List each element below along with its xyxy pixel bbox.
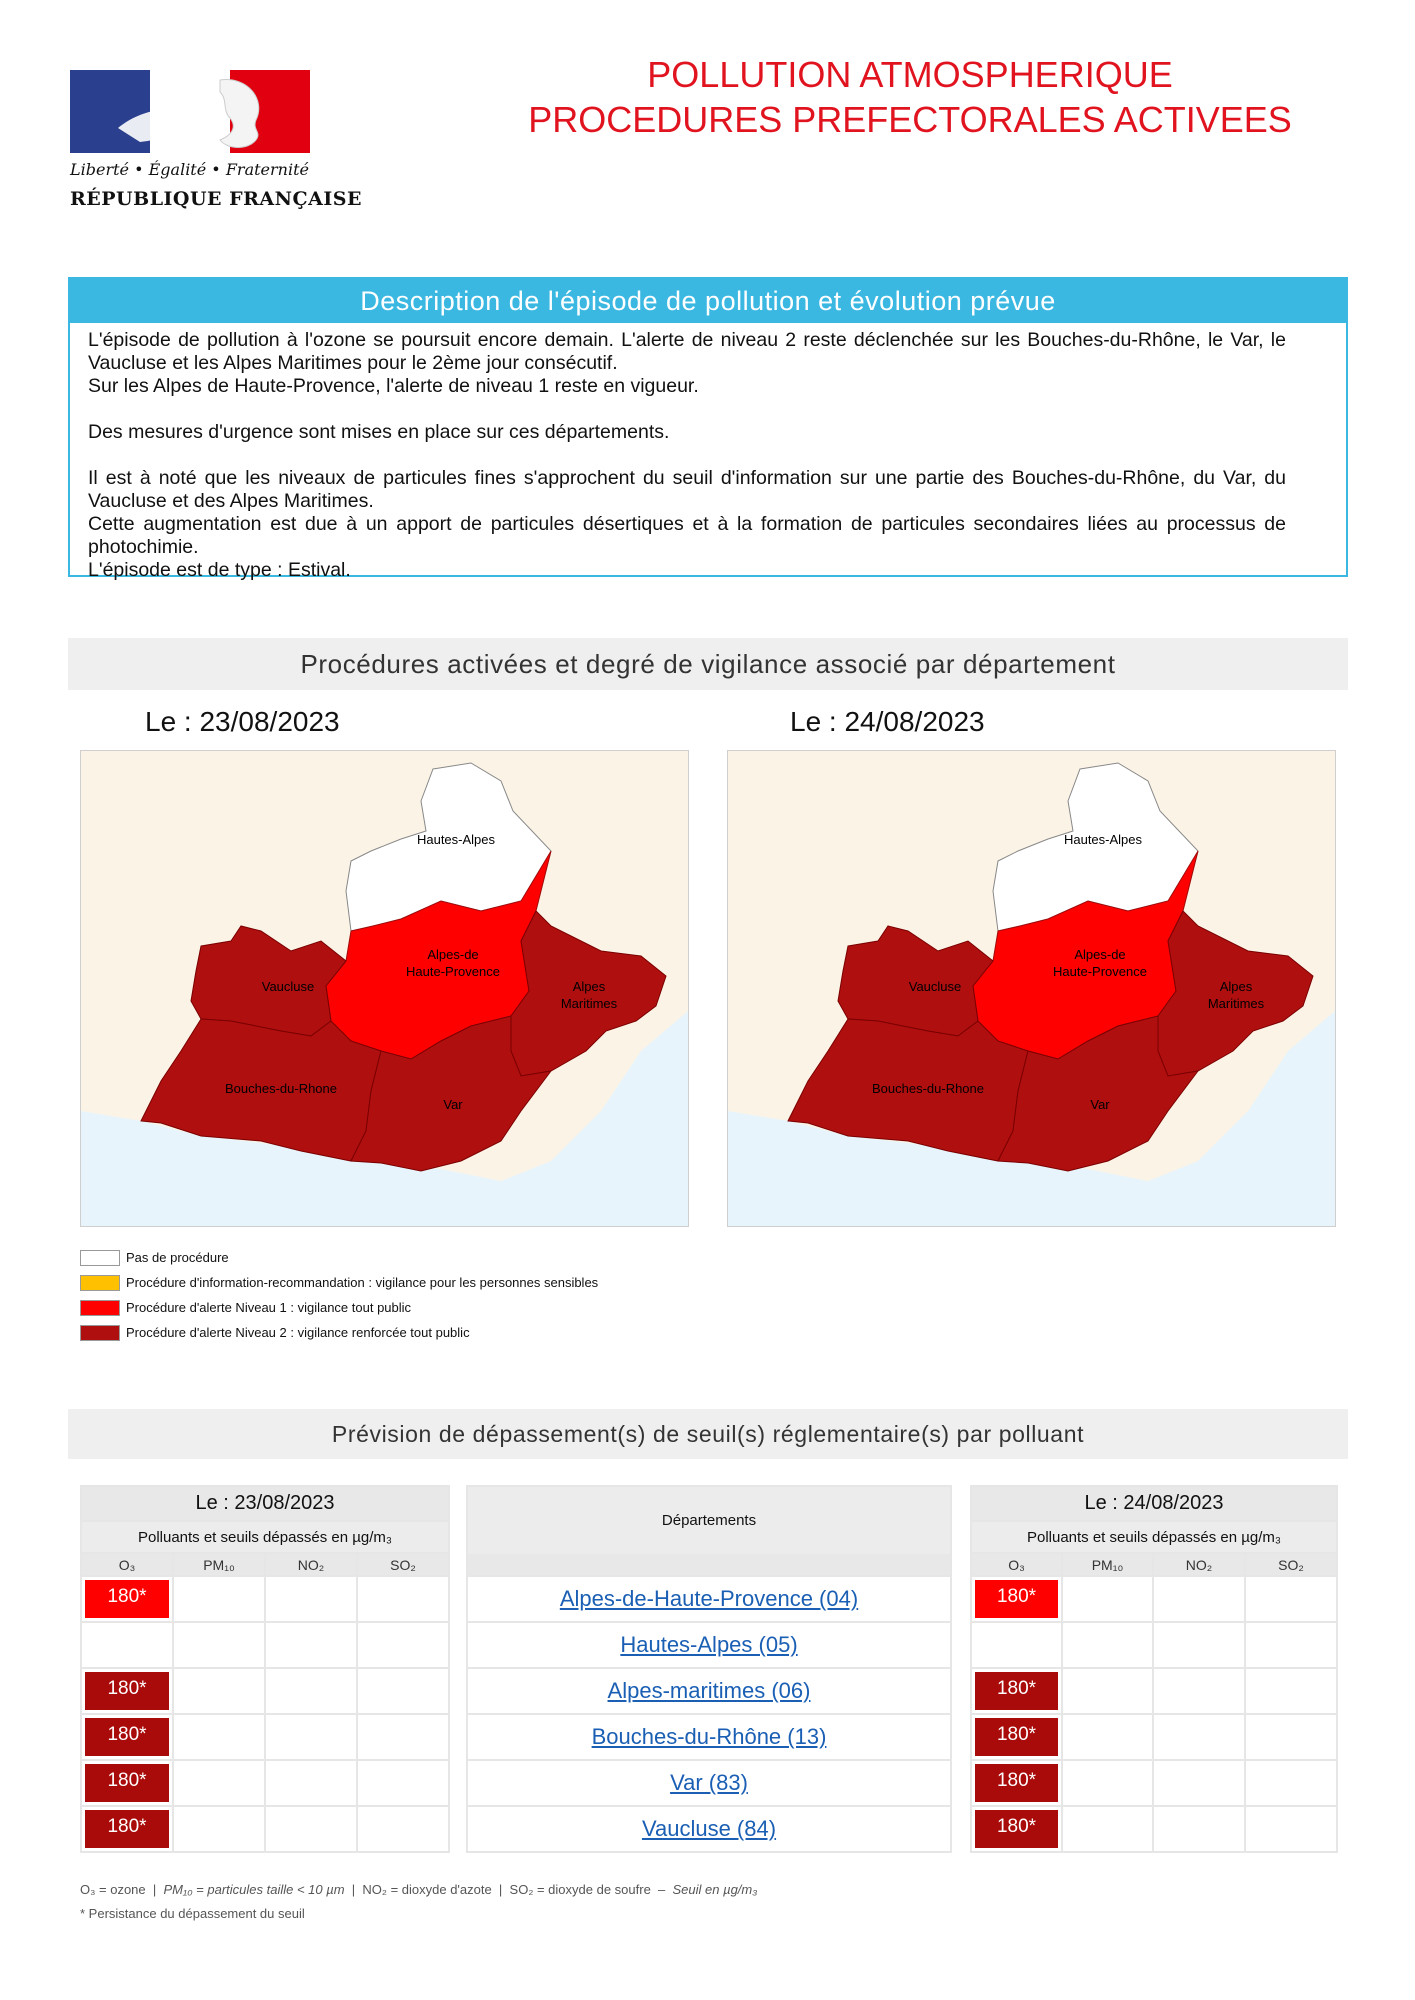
vigilance-map-day2 <box>727 750 1336 1227</box>
map-date-2: Le : 24/08/2023 <box>790 706 985 737</box>
description-paragraph: Il est à noté que les niveaux de particules fines s'approchent du seuil d'information sur une partie des Bouches-du-Rhône, du Var, du Vaucluse et des Alpes Maritimes. <box>88 467 1286 512</box>
table-row <box>81 1668 449 1714</box>
table-row <box>81 1622 449 1668</box>
table-row <box>971 1806 1337 1852</box>
motto: Liberté • Égalité • Fraternité <box>70 160 309 179</box>
label-vaucluse: Vaucluse <box>261 979 315 994</box>
col-no2: NO₂ <box>265 1553 357 1576</box>
label-ahp-2: Haute-Provence <box>1053 964 1147 979</box>
value-cell: 180* <box>85 1672 169 1710</box>
note-pm10: PM₁₀ = particules taille < 10 µm <box>163 1882 345 1897</box>
label-bouches-du-rhone: Bouches-du-Rhone <box>224 1081 338 1096</box>
note-so2: SO₂ = dioxyde de soufre <box>509 1882 651 1897</box>
description-paragraph: L'épisode est de type : Estival. <box>88 559 351 581</box>
table-row <box>467 1760 951 1806</box>
label-am-1: Alpes <box>1219 979 1253 994</box>
table-row <box>971 1760 1337 1806</box>
label-ahp-2: Haute-Provence <box>406 964 500 979</box>
republique-francaise-logo <box>70 70 362 220</box>
col-so2: SO₂ <box>357 1553 449 1576</box>
title-line-2: PROCEDURES PREFECTORALES ACTIVEES <box>528 99 1292 140</box>
description-paragraph: Des mesures d'urgence sont mises en place sur ces départements. <box>88 421 670 443</box>
legend-label: Procédure d'alerte Niveau 1 : vigilance tout public <box>126 1300 412 1315</box>
pollutant-table-day1 <box>80 1485 450 1853</box>
legend-label: Procédure d'information-recommandation : vigilance pour les personnes sensibles <box>126 1275 599 1290</box>
description-paragraph: Cette augmentation est due à un apport de particules désertiques et à la formation de particules secondaires liées au processus de photochimie. <box>88 513 1286 558</box>
vigilance-map-day1 <box>80 750 689 1227</box>
table-row <box>971 1576 1337 1622</box>
label-var: Var <box>443 1097 463 1112</box>
department-link[interactable]: Hautes-Alpes (05) <box>620 1632 798 1657</box>
col-no2: NO₂ <box>1153 1553 1245 1576</box>
description-text <box>70 323 1346 582</box>
value-cell: 180* <box>85 1810 169 1848</box>
label-ahp-1: Alpes-de <box>427 947 479 962</box>
label-am-2: Maritimes <box>1207 996 1265 1011</box>
note-no2: NO₂ = dioxyde d'azote <box>362 1882 492 1897</box>
marianne-flag-logo <box>70 70 310 153</box>
table-row <box>467 1576 951 1622</box>
republique-francaise: RÉPUBLIQUE FRANÇAISE <box>70 188 362 210</box>
col-o3: O₃ <box>971 1553 1062 1576</box>
page-title <box>470 52 1350 142</box>
col-pm10: PM₁₀ <box>1062 1553 1153 1576</box>
legend-swatch <box>80 1325 120 1341</box>
label-am-2: Maritimes <box>560 996 618 1011</box>
table-row <box>467 1714 951 1760</box>
forecast-heading: Prévision de dépassement(s) de seuil(s) réglementaire(s) par polluant <box>68 1409 1348 1459</box>
note-persistence: * Persistance du dépassement du seuil <box>80 1906 305 1921</box>
department-link[interactable]: Alpes-de-Haute-Provence (04) <box>559 1586 859 1611</box>
map-date-1: Le : 23/08/2023 <box>145 706 340 737</box>
legend-swatch <box>80 1275 120 1291</box>
label-hautes-alpes: Hautes-Alpes <box>1063 832 1143 847</box>
legend-swatch <box>80 1300 120 1316</box>
label-ahp-1: Alpes-de <box>1074 947 1126 962</box>
legend-info <box>80 1270 598 1295</box>
abbreviations-line: O₃ = ozone | PM₁₀ = particules taille < 10 µm | NO₂ = dioxyde d'azote | SO₂ = dioxyde de soufre – Seuil en µg/m₃ <box>80 1882 758 1897</box>
department-link[interactable]: Vaucluse (84) <box>641 1816 777 1841</box>
map-legend <box>80 1245 598 1345</box>
note-o3: O₃ = ozone <box>80 1882 146 1897</box>
label-am-1: Alpes <box>572 979 606 994</box>
table-row <box>971 1622 1337 1668</box>
value-cell: 180* <box>85 1764 169 1802</box>
value-cell: 180* <box>975 1764 1058 1802</box>
procedures-heading: Procédures activées et degré de vigilance associé par département <box>68 638 1348 690</box>
table-row <box>467 1806 951 1852</box>
table-row <box>971 1668 1337 1714</box>
title-line-1: POLLUTION ATMOSPHERIQUE <box>647 54 1173 95</box>
description-heading: Description de l'épisode de pollution et évolution prévue <box>70 279 1346 323</box>
departments-header: Départements <box>467 1486 951 1554</box>
pollutant-table-day2 <box>970 1485 1338 1853</box>
legend-level2 <box>80 1320 598 1345</box>
col-o3: O₃ <box>81 1553 173 1576</box>
value-cell: 180* <box>975 1580 1058 1618</box>
department-link[interactable]: Alpes-maritimes (06) <box>607 1678 811 1703</box>
departments-table <box>466 1485 952 1853</box>
description-paragraph: Sur les Alpes de Haute-Provence, l'alerte de niveau 1 reste en vigueur. <box>88 375 699 397</box>
value-cell: 180* <box>975 1718 1058 1756</box>
label-vaucluse: Vaucluse <box>908 979 962 994</box>
legend-none <box>80 1245 598 1270</box>
description-paragraph: L'épisode de pollution à l'ozone se poursuit encore demain. L'alerte de niveau 2 reste déclenchée sur les Bouches-du-Rhône, le Var, le Vaucluse et les Alpes Maritimes pour le 2ème jour consécutif. <box>88 329 1286 374</box>
table-row <box>81 1576 449 1622</box>
label-var: Var <box>1090 1097 1110 1112</box>
label-hautes-alpes: Hautes-Alpes <box>416 832 496 847</box>
note-seuil: Seuil en µg/m₃ <box>672 1882 758 1897</box>
table-row <box>467 1622 951 1668</box>
table-row <box>81 1806 449 1852</box>
legend-level1 <box>80 1295 598 1320</box>
label-bouches-du-rhone: Bouches-du-Rhone <box>871 1081 985 1096</box>
legend-label: Pas de procédure <box>126 1250 229 1265</box>
value-cell: 180* <box>975 1672 1058 1710</box>
table-subheader: Polluants et seuils dépassés en µg/m₃ <box>81 1521 449 1553</box>
table-date: Le : 24/08/2023 <box>971 1486 1337 1521</box>
table-row <box>467 1668 951 1714</box>
table-subheader: Polluants et seuils dépassés en µg/m₃ <box>971 1521 1337 1553</box>
table-row <box>81 1714 449 1760</box>
table-date: Le : 23/08/2023 <box>81 1486 449 1521</box>
footnotes <box>80 1878 757 1926</box>
value-cell: 180* <box>85 1580 169 1618</box>
description-box <box>68 277 1348 581</box>
department-link[interactable]: Var (83) <box>670 1770 748 1795</box>
table-row <box>81 1760 449 1806</box>
value-cell: 180* <box>975 1810 1058 1848</box>
department-link[interactable]: Bouches-du-Rhône (13) <box>591 1724 827 1749</box>
legend-label: Procédure d'alerte Niveau 2 : vigilance renforcée tout public <box>126 1325 470 1340</box>
value-cell: 180* <box>85 1718 169 1756</box>
col-pm10: PM₁₀ <box>173 1553 265 1576</box>
col-so2: SO₂ <box>1245 1553 1337 1576</box>
legend-swatch <box>80 1250 120 1266</box>
table-row <box>971 1714 1337 1760</box>
